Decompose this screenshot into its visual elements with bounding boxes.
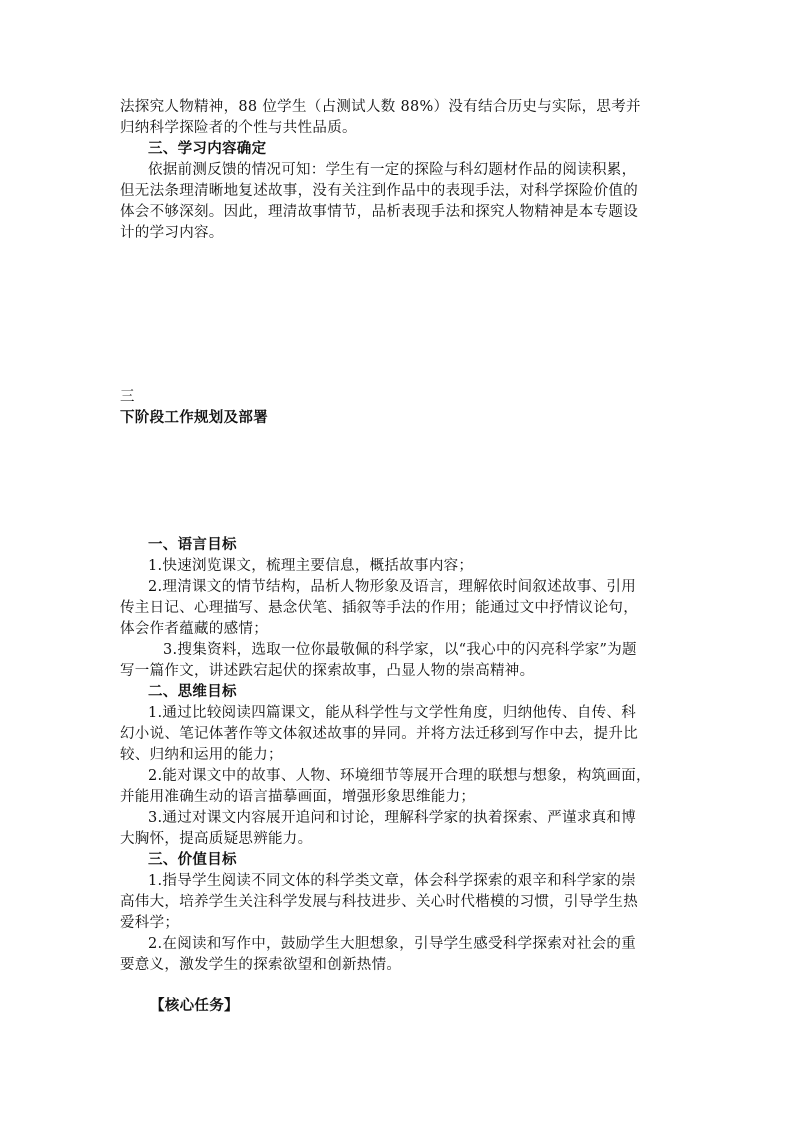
goal-item-continued: 大胸怀，提高质疑思辨能力。 [120, 831, 313, 847]
goal-item: 1.快速浏览课文，梳理主要信息，概括故事内容； [148, 558, 474, 574]
goal-heading-thinking: 二、思维目标 [148, 684, 237, 700]
goal-item-continued: 写一篇作文，讲述跌宕起伏的探索故事，凸显人物的崇高精神。 [120, 663, 535, 679]
goal-item-continued: 并能用准确生动的语言描摹画面，增强形象思维能力； [120, 789, 476, 805]
goal-heading-language: 一、语言目标 [148, 537, 237, 553]
goal-item-continued: 高伟大，培养学生关注科学发展与科技进步、关心时代楷模的习惯，引导学生热 [120, 894, 638, 910]
paragraph-line: 法探究人物精神，88 位学生（占测试人数 88%）没有结合历史与实际，思考并 [120, 99, 641, 115]
goal-item: 3.通过对课文内容展开追问和讨论，理解科学家的执着探索、严谨求真和博 [148, 810, 637, 826]
core-task-label: 【核心任务】 [150, 998, 239, 1014]
paragraph-line: 计的学习内容。 [120, 225, 224, 241]
goal-item: 2.理清课文的情节结构，品析人物形象及语言，理解依时间叙述故事、引用 [148, 579, 637, 595]
goal-item-continued: 要意义，激发学生的探索欲望和创新热情。 [120, 957, 402, 973]
goal-item-continued: 爱科学； [120, 915, 180, 931]
paragraph-line: 依据前测反馈的情况可知：学生有一定的探险与科幻题材作品的阅读积累， [148, 162, 637, 178]
section-title: 下阶段工作规划及部署 [120, 410, 268, 426]
section-heading: 三、学习内容确定 [148, 141, 267, 157]
goal-item: 1.通过比较阅读四篇课文，能从科学性与文学性角度，归纳他传、自传、科 [148, 705, 637, 721]
goal-item: 2.能对课文中的故事、人物、环境细节等展开合理的联想与想象，构筑画面， [148, 768, 651, 784]
paragraph-line: 体会不够深刻。因此，理清故事情节，品析表现手法和探究人物精神是本专题设 [120, 204, 638, 220]
paragraph-line: 归纳科学探险者的个性与共性品质。 [120, 120, 357, 136]
goal-item: 2.在阅读和写作中，鼓励学生大胆想象，引导学生感受科学探索对社会的重 [148, 936, 637, 952]
goal-item: 1.指导学生阅读不同文体的科学类文章，体会科学探索的艰辛和科学家的崇 [148, 873, 637, 889]
goal-item-continued: 较、归纳和运用的能力； [120, 747, 283, 763]
goal-item: 3.搜集资料，选取一位你最敬佩的科学家，以“我心中的闪亮科学家”为题 [163, 642, 637, 658]
paragraph-line: 但无法条理清晰地复述故事，没有关注到作品中的表现手法，对科学探险价值的 [120, 183, 638, 199]
goal-item-continued: 传主日记、心理描写、悬念伏笔、插叙等手法的作用；能通过文中抒情议论句， [120, 600, 638, 616]
goal-item-continued: 体会作者蕴藏的感情； [120, 621, 268, 637]
goal-item-continued: 幻小说、笔记体著作等文体叙述故事的异同。并将方法迁移到写作中去，提升比 [120, 726, 638, 742]
section-number: 三 [120, 389, 135, 405]
goal-heading-values: 三、价值目标 [148, 852, 237, 868]
